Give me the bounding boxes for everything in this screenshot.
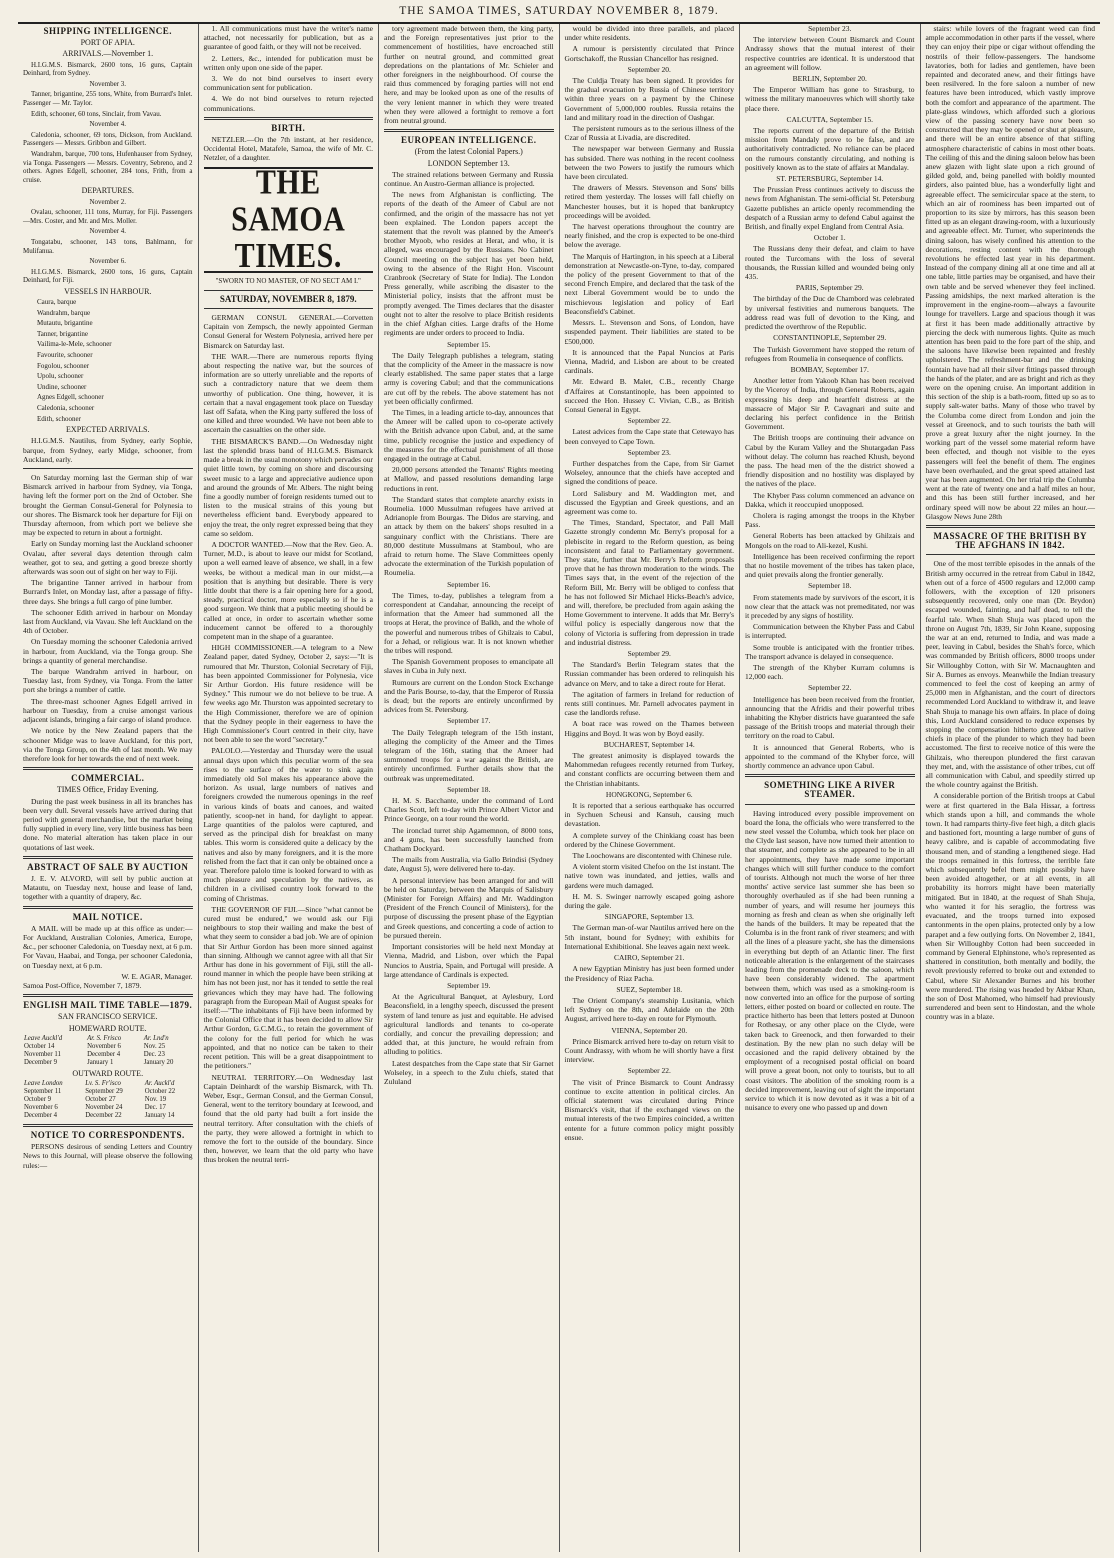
foreign-news bbox=[745, 24, 915, 770]
paragraph: PARIS, September 29. bbox=[795, 283, 864, 293]
paragraph: H.I.G.M.S. Bismarck, 2600 tons, 16 guns, Captain Deinhard, from Sydney. bbox=[23, 60, 193, 78]
paragraph: Fogolou, schooner bbox=[37, 361, 90, 370]
table-cell: December 4 bbox=[87, 1050, 121, 1058]
massacre-title: MASSACRE OF THE BRITISH BY THE AFGHANS IN 1842. bbox=[933, 530, 1088, 551]
paragraph: The visit of Prince Bismarck to Count Andrassy continue to excite attention in political circles. An official statement was circulated during Prince Bismarck's visit, that if the exchanged views on the mutual interests of the two Empires coincided, a written entente for a future common policy might possibly ensue. bbox=[564, 1077, 734, 1142]
paragraph: November 6. bbox=[89, 257, 127, 266]
paragraph: September 20. bbox=[627, 64, 671, 74]
euro-dateline: LONDON September 13. bbox=[427, 158, 510, 168]
correspondent-rules bbox=[204, 24, 374, 113]
paragraph: H. M. S. Swinger narrowly escaped going ashore during the gale. bbox=[564, 891, 734, 911]
departures-list bbox=[23, 198, 193, 285]
paragraph: The news from Afghanistan is conflicting. The reports of the death of the Ameer of Cabul are not confirmed, and the origin of the massacre has not yet been explained. The London papers accept the statement that the revolt was planned by the Ameer's brother Myoob, who resides at Herat, and who, it is alleged, was encouraged by the Russians. No Cabinet Council meeting on the subject has yet been held, owing to the absence of the Right Hon. Viscount Cranbrook (Secretary of State for India). The London Press generally, while ascribing the disaster to the Ministerial policy, insists that the affront must be promptly avenged. The Times declares that the disaster ought not to alter the resolve to place British residents in the chief Afghan cities. Large drafts of the Home regiments are under orders to proceed to India. bbox=[384, 190, 554, 338]
table-cell: September 29 bbox=[85, 1087, 123, 1095]
paragraph: Some trouble is anticipated with the frontier tribes. The transport advance is delayed in consequence. bbox=[745, 642, 915, 661]
paragraph: Undine, schooner bbox=[37, 382, 87, 391]
paragraph: It is reported that a serious earthquake has occurred in Sychuen Scheusi and Kansuh, causing much devastation. bbox=[564, 801, 734, 829]
paragraph: Messrs. L. Stevenson and Sons, of London, have suspended payment. Their liabilities are stated to be £500,000. bbox=[564, 318, 734, 346]
paragraph: On Saturday morning last the German ship of war Bismarck arrived in harbour from Sydney, via Tonga, having left the former port on the 2nd of October. She brought the German Consul-General for Polynesia to our shores. The Bismarck took her departure for Fiji on Thursday afternoon, from which port we believe she may be expected to return in about a fortnight. bbox=[23, 473, 193, 538]
harbour-title: VESSELS IN HARBOUR. bbox=[64, 286, 152, 296]
outward-table bbox=[23, 1080, 193, 1120]
paragraph: September 18. bbox=[447, 784, 491, 794]
paragraph: The Standard's Berlin Telegram states that the Russian commander has been ordered to relinquish his advance on Merv, and to take a direct route for Herat. bbox=[564, 660, 734, 688]
expected-text: H.I.G.M.S. Nautilus, from Sydney, early Sophie, barque, from Sydney, early Midge, schooner, from Auckland, early. bbox=[23, 436, 193, 464]
paragraph: General Roberts has been attacked by Ghilzais and Mongols on the road to Ali-kezel, Kushi. bbox=[745, 531, 915, 550]
commercial-text: During the past week business in all its branches has been very dull. Several vessels have arrived during that period with general merchandise, but the market being fully supplied in every line, very little business has been done. No material alteration has taken place in our quotations of last week. bbox=[23, 796, 193, 852]
birth-text: NETZLER.—On the 7th instant, at her residence, Occidental Hotel, Matafele, Samoa, the wife of Mr. C. Netzler, of a daughter. bbox=[203, 135, 373, 163]
paragraph: HONGKONG, September 6. bbox=[605, 789, 693, 799]
paragraph: Caledonia, schooner bbox=[37, 404, 95, 413]
table-row bbox=[23, 1104, 193, 1112]
mail-office: Samoa Post-Office, November 7, 1879. bbox=[23, 980, 142, 990]
issue-date: SATURDAY, NOVEMBER 8, 1879. bbox=[219, 293, 357, 304]
euro-sub: (From the latest Colonial Papers.) bbox=[414, 147, 523, 157]
paragraph: Communication between the Khyber Pass and Cabul is interrupted. bbox=[745, 622, 915, 641]
paragraph: The Spanish Government proposes to emancipate all slaves in Cuba in July next. bbox=[384, 657, 554, 676]
table-cell: January 14 bbox=[144, 1111, 175, 1119]
port-title: PORT OF APIA. bbox=[80, 38, 135, 48]
euro-paragraphs bbox=[384, 170, 554, 1086]
paragraph: Intelligence has been received confirming the report that no hostile movement of the tribes has taken place, and quiet prevails along the frontier generally. bbox=[745, 551, 915, 580]
page-header: THE SAMOA TIMES, SATURDAY NOVEMBER 8, 1879. bbox=[18, 4, 1100, 24]
paragraph: November 4. bbox=[89, 120, 127, 129]
table-row bbox=[23, 1051, 193, 1059]
paragraph: Tanner, brigantine, 255 tons, White, from Burrard's Inlet. Passenger — Mr. Taylor. bbox=[23, 90, 193, 107]
paragraph: H.I.G.M.S. Bismarck, 2600 tons, 16 guns, Captain Deinhard, for Fiji. bbox=[23, 267, 193, 285]
paragraph: CALCUTTA, September 15. bbox=[786, 114, 873, 124]
paragraph: The birthday of the Duc de Chambord was celebrated by universal festivities and numerous banquets. The address read was full of devotion to the King, and predicted the overthrow of the Republic. bbox=[745, 294, 915, 332]
paragraph: Latest despatches from the Cape state that Sir Garnet Wolseley, in a speech to the Zulu chiefs, stated that Zululand bbox=[384, 1058, 554, 1086]
mail-sign: W. E. AGAR, Manager. bbox=[121, 971, 193, 981]
paragraph: Another letter from Yakoob Khan has been received by the Viceroy of India, through General Roberts, again expressing his deep and heartfelt distress at the massacre of Major Sir P. Cavagnari and suite and declaring his perfect confidence in the British Government. bbox=[745, 376, 915, 432]
paragraph: Wandrahm, barque bbox=[37, 308, 91, 317]
paragraph: The three-mast schooner Agnes Edgell arrived in harbour on Tuesday, from a cruise amongst various adjacent islands, bringing a fair cargo of island produce. bbox=[23, 696, 193, 725]
paragraph: The newspaper war between Germany and Russia has subsided. There was nothing in the recent coolness between the two Powers to justify the rumours which have been circulated. bbox=[564, 144, 734, 182]
river-article bbox=[745, 809, 915, 1113]
paragraph: 20,000 persons attended the Tenants' Rights meeting at Mallow, and passed resolutions demanding large reductions in rent. bbox=[384, 465, 554, 493]
paragraph: Tongatabu, schooner, 143 tons, Bahlmann, for Mulifanua. bbox=[23, 237, 193, 255]
mail-title: MAIL NOTICE. bbox=[72, 911, 143, 922]
paragraph: stairs: while lovers of the fragrant weed can find ample accommodation in other parts if the vessel, where they can enjoy their pipe or cigar without offending the nostrils of their fellow-passengers. The handsome lavatories, both for ladies and gentlemen, have been repainted and decorated anew, and their fittings have been resilvered. In the fore saloon a number of new features have been introduced, which vastly improve both the comfort and appearance of the apartment. The plate-glass windows, which afforded such a glorious view of the passing scenery have now been so constructed that they may be opened or shut at pleasure, and there will be an entire absence of that stifling atmosphere characteristic of cabins in most other boats. The ceiling of this and the dining saloon below has been anew glazen with light slate upon a rich ground of gilded gold, and, being panelled with boldly mounted girders, also painted blue, has a wonderfully light and agreeable effect. The semicircular space at the stern, to which an air of roominess has been imparted out of proportion to its size by mirrors, has this season been fitted up as an elegant drawing-room, with a luxuriously and agreeable effect. Mr. Turner, who superintends the dining saloon, has wisely confined his attention to the decorations, resting content with the thorough revolutions he effected last year in his department. Instead of the company dining all at one time and all at one table, little parties may be organised, and have their own table and be served whenever they feel inclined. Passing amidships, the next marked alteration is the improvement in the engine-room—always a favourite lounge for travellers. Large and spacious though it was at first it has been made additionally attractive by piercing the deck with numerous lights. Quite as much attention has been paid to the fore part of the ship, and the saloons have likewise been repainted and freshly upholstered. The refreshment-bar and the drinking fountain have had all their silver fittings passed through the hands of the plater, and are as bright and rich as they were on the opening cruise. An important addition in this section of the ship is a bath-room, fitted up so as to supply salt-water baths. Many of those who travel by the Columba come direct from London and join the vessel at Greenock, and to such tourists the bath will prove a great luxury after the night journey. In the working part of the vessel some material reform have been effected, and though not visible to the eyes passengers will feel the benefit of them. The engines have been overhauled, and the great speed attained last year has been augmented. On her trial trip the Columba went at the rate of twenty one and a half miles an hour, and this has been still further increased, and her ordinary speed will now be about 22 miles an hour.—Glasgow News June 28th bbox=[925, 24, 1095, 521]
table-cell: November 11 bbox=[24, 1050, 61, 1058]
massacre-article bbox=[926, 559, 1096, 1021]
paragraph: The Prussian Press continues actively to discuss the news from Afghanistan. The semi-official St. Petersburg Gazette publishes an article openly recommending the despatch of a Russian army to defend Cabul against the British, and finally expel England from Central Asia. bbox=[745, 185, 915, 232]
column-4 bbox=[560, 24, 741, 1552]
motto: "SWORN TO NO MASTER, OF NO SECT AM I." bbox=[215, 276, 361, 285]
paragraph: SINGAPORE, September 13. bbox=[604, 912, 694, 922]
paragraph: At the Agricultural Banquet, at Aylesbury, Lord Beaconsfield, in a lengthy speech, discussed the present system of land tenure as just and equitable. He advised agricultural landlords and tenants to co-operate cordially, and concur the prevailing depression; and added that, at this juncture, he would refrain from alluding to politics. bbox=[384, 992, 554, 1057]
table-header: Lv. S. Fr'isco bbox=[85, 1079, 121, 1087]
paragraph: A rumour is persistently circulated that Prince Gortschakoff, the Russian Chancellor has resigned. bbox=[564, 44, 734, 63]
paragraph: The Orient Company's steamship Lusitania, which left Sydney on the 8th, and Adelaide on the 20th August, arrived here to-day en route for Plymouth. bbox=[564, 995, 734, 1024]
table-cell: November 6 bbox=[24, 1103, 58, 1111]
commercial-title: COMMERCIAL. bbox=[71, 773, 145, 784]
paragraph: Further despatches from the Cape, from Sir Garnet Wolseley, announce that the chiefs have accepted and signed the conditions of peace. bbox=[564, 458, 734, 487]
paragraph: The interview between Count Bismarck and Count Andrassy shows that the mutual interest of their respective countries are identical. It is understood that an agreement will follow. bbox=[745, 35, 915, 72]
paragraph: NEUTRAL TERRITORY.—On Wednesday last Captain Deinhardt of the warship Bismarck, with Th. Weber, Esqr., German Consul, and the German Consul, General, went to the territory boundary at Icewood, and found that the old party had built a fort inside the neutral territory. After consultation with the chiefs of the party, they were allowed a fortnight in which to remove the fort to the outside of the boundary. Since then, however, we learn that the old party who have thus broken the neutral terri- bbox=[203, 1072, 373, 1165]
paragraph: September 15. bbox=[447, 339, 491, 349]
river-article-cont bbox=[926, 24, 1096, 521]
paragraph: September 23. bbox=[627, 447, 671, 457]
paragraph: Upolu, schooner bbox=[37, 372, 84, 381]
table-cell: September 11 bbox=[24, 1087, 62, 1095]
paragraph: The persistent rumours as to the serious illness of the Czar of Russia at Livadia, are discredited. bbox=[564, 124, 734, 143]
paragraph: Rumours are current on the London Stock Exchange and the Paris Bourse, to-day, that the Emperor of Russia is dead; but the reports are entirely unconfirmed by advices from St. Petersburg. bbox=[384, 677, 554, 715]
paragraph: September 18. bbox=[808, 581, 852, 591]
table-cell: October 9 bbox=[24, 1095, 51, 1103]
shipping-title: SHIPPING INTELLIGENCE. bbox=[43, 26, 173, 36]
paragraph: CAIRO, September 21. bbox=[614, 953, 685, 963]
table-cell: October 14 bbox=[24, 1042, 55, 1050]
paragraph: Agnes Edgell, schooner bbox=[37, 393, 104, 402]
columns bbox=[18, 24, 1100, 1552]
paragraph: September 19. bbox=[447, 980, 491, 990]
paragraph: The harvest operations throughout the country are nearly finished, and the crop is expected to be one-third below the average. bbox=[564, 222, 734, 250]
paragraph: November 2. bbox=[89, 197, 127, 206]
paragraph: The brigantine Tanner arrived in harbour from Burrard's Inlet, on Monday last, after a passage of fifty-three days. She brings a full cargo of pine lumber. bbox=[23, 578, 193, 606]
paragraph: CONSTANTINOPLE, September 29. bbox=[773, 333, 887, 343]
paragraph: A considerable portion of the British troops at Cabul were at first quartered in the Bala Hissar, a fortress which stands upon a hill, and commands the whole town. It had ramparts thirty-five feet high, a ditch glacis and bastioned fort, mounting a large number of guns of heavy calibre, and is capable of accommodating five thousand men, and of standing a lengthened siege. Had the troops remained in this fortress, the terrible fate which subsequently befel them might possibly have been avoided altogether, or at all events, in all probability its horrors might have been materially mitigated. But in 1840, at the request of Shah Shuja, who wanted it for his seraglio, the fortress was evacuated, and the troops turned into exposed cantonments in the open plains, protected only by a low parapet and a few outlying forts. On November 2, 1841, when Sir Willoughby Cotton had been succeeded in command by General Elphinstone, who's represented as shattered in constitution, both mentally and bodily, the revolt previously referred to broke out and extended to Cabul, where Sir Alexander Burnes and his brother were murdered. The rising was headed by Akbar Khan, the son of Dost Mahomed, who himself had previously surrendered and been sent to Hindostan, and the whole country was in a blaze. bbox=[925, 791, 1095, 1022]
paper-title: THE SAMOA TIMES. bbox=[231, 163, 346, 275]
table-cell: November 24 bbox=[85, 1103, 123, 1111]
paragraph: The Marquis of Hartington, in his speech at a Liberal demonstration at Newcastle-on-Tyne, to-day, compared the policy of the present Government to that of the second French Empire, and declared that the task of the next Liberal Government would be to undo the mischievous legislation and policy of Earl Beaconsfield's Cabinet. bbox=[564, 251, 734, 316]
paragraph: The agitation of farmers in Ireland for reduction of rents still continues. Mr. Parnell advocates payment in case the landlords refuse. bbox=[564, 689, 734, 718]
paragraph: Mutautu, brigantine bbox=[37, 319, 93, 328]
euro-paragraphs-cont bbox=[565, 24, 735, 1142]
paragraph: THE WAR.—There are numerous reports flying about respecting the native war, but the sources of information are so utterly unreliable and the reports of such a contradictory nature that we deem them unworthy of publication. One thing, however, it is certain that a naval engagement took place on Tuesday last off Safata, when the King party suffered the loss of one killed and three wounded. We have not been able to ascertain the casualties on the other side. bbox=[203, 351, 373, 435]
paragraph: GERMAN CONSUL GENERAL.—Corvetten Capitain von Zempsch, the newly appointed German Consul General for Western Polynesia, arrived here per Bismarck on Saturday last. bbox=[203, 313, 373, 350]
paragraph: The Times, to-day, publishes a telegram from a correspondent at Candahar, announcing the receipt of information that the Ameer had summoned all the troops at Herat, the province of Balkh, and the whole of the powerful and numerous tribes of Ghilzais to Cabul, for a Jehad, or religious war. It is not known whether the tribes will respond. bbox=[384, 590, 554, 655]
paragraph: The Khyber Pass column commenced an advance on Dakka, which it reoccupied unopposed. bbox=[745, 490, 915, 509]
paragraph: The Loochowans are discontented with Chinese rule. bbox=[572, 851, 732, 861]
paragraph: H. M. S. Bacchante, under the command of Lord Charles Scott, left to-day with Prince Albert Victor and Prince George, on a tour round the world. bbox=[384, 796, 554, 824]
paragraph: Early on Sunday morning last the Auckland schooner Ovalau, after several days detention through calm weather, got to sea, and getting a good breeze shortly afterwards was soon out of sight on her way to Fiji. bbox=[23, 539, 193, 577]
arrivals-title: ARRIVALS.—November 1. bbox=[62, 49, 154, 59]
paragraph: Vailima-le-Mele, schooner bbox=[37, 340, 112, 349]
paper-title-box bbox=[204, 163, 374, 275]
auction-title: ABSTRACT OF SALE BY AUCTION bbox=[27, 861, 189, 872]
paragraph: BERLIN, September 20. bbox=[792, 74, 867, 84]
paragraph: The Daily Telegraph telegram of the 15th instant, alleging the complicity of the Ameer and the Times telegram of the 16th, stating that the Ameer had summoned troops for a war against the British, are entirely unconfirmed. Further details show that the outbreak was unpremeditated. bbox=[384, 727, 554, 783]
table-header: Leave London bbox=[24, 1079, 63, 1087]
paragraph: BUCHAREST, September 14. bbox=[603, 739, 695, 749]
paragraph: A complete survey of the Chinkiang coast has been ordered by the Chinese Government. bbox=[564, 830, 734, 849]
table-cell: October 27 bbox=[85, 1095, 116, 1103]
paragraph: PALOLO.—Yesterday and Thursday were the usual annual days upon which this peculiar worm of the sea rises to the surface of the water to sink again immediately old Sol makes his appearance above the horizon. As usual, large numbers of natives and foreigners crowded the numerous openings in the reef in various kinds of boats and canoes, and waited patiently, scoop-net in hand, for daylight to appear. Large quantities of the palolos were captured, and served as the principal dish for breakfast on many tables. This worm is considered quite a delicacy by the natives and also by many foreigners, and it is the more relished from the fact that it can only be obtained once a year. Therefore palolo time is looked forward to with as much pleasure and speculation by the natives, as children in a civilised country look forward to the coming of Christmas. bbox=[203, 746, 373, 903]
paragraph: The mails from Australia, via Gallo Brindisi (Sydney date, August 5), were delivered here to-day. bbox=[384, 855, 554, 874]
column-6 bbox=[921, 24, 1101, 1552]
paragraph: It is announced that the Papal Nuncios at Paris Vienna, Madrid, and Lisbon are about to be created cardinals. bbox=[564, 347, 734, 376]
paragraph: Caura, barque bbox=[37, 298, 77, 307]
paragraph: From statements made by survivors of the escort, it is now clear that the attack was not premeditated, nor was it preceded by any signs of hostility. bbox=[745, 592, 915, 620]
paragraph: HIGH COMMISSIONER.—A telegram to a New Zealand paper, dated Sydney, October 2, says:—"It is rumoured that Mr. Thurston, Colonial Secretary of Fiji, has been appointed Commissioner for Polynesia, vice Sir Arthur Gordon. His future residence will be Sydney." This rumour we do not believe to be true. A few weeks ago Mr. Thurston was appointed secretary to the High Commissioner, therefore we are of opinion that the Sydney people in their eagerness to have the High Commissioner's Court centred in their city, have not been able to see the word "secretary." bbox=[203, 643, 373, 745]
homeward-table bbox=[23, 1035, 193, 1067]
paragraph: September 16. bbox=[447, 579, 491, 589]
paragraph: ST. PETERSBURG, September 14. bbox=[776, 174, 884, 184]
paragraph: Cholera is raging amongst the troops in the Khyber Pass. bbox=[745, 510, 915, 530]
paragraph: The schooner Edith arrived in harbour on Monday last from Auckland, via Vavau. She left Auckland on the 4th of October. bbox=[23, 607, 193, 636]
paragraph: Caledonia, schooner, 69 tons, Dickson, from Auckland. Passengers — Messrs. Gribbon and Gilbert. bbox=[23, 130, 193, 148]
table-cell: Nov. 19 bbox=[144, 1095, 167, 1103]
paragraph: 2. Letters, &c., intended for publication must be written only upon one side of the paper. bbox=[203, 53, 373, 72]
lead-paragraph: tory agreement made between them, the king party, and the Foreign representatives just prior to the commencement of hostilities, have encroached still further on neutral ground, and committed great depredations on the plantations of Mr. Schieler and other foreigners in the neighbourhood. Of course the raid thus commenced by foraging parties will not end here, and may be looked upon as one of the results of the very lenient manner in which they were treated when they were allowed a fortnight to remove a fort from neutral ground. bbox=[384, 24, 554, 126]
paragraph: A boat race was rowed on the Thames between Higgins and Boyd. It was won by Boyd easily. bbox=[564, 719, 734, 738]
paragraph: A violent storm visited Chefoo on the 1st instant. The native town was inundated, and jetties, walls and gardens were much damaged. bbox=[564, 862, 734, 890]
table-header: Ar. Auckl'd bbox=[144, 1079, 175, 1087]
paragraph: Prince Bismarck arrived here to-day on return visit to Count Andrassy, with whom he will shortly have a first interview. bbox=[564, 1036, 734, 1065]
paragraph: A DOCTOR WANTED.—Now that the Rev. Geo. A. Turner, M.D., is about to leave our midst for Scotland, upon a well earned leave of absence, we shall, in a few weeks, be without a medical man in our midst,—a position that is anything but desirable. There is very little doubt that there is a fair opening here for a good, steady, practical doctor, more especially so if he is a good surgeon. We think that a public meeting should be called at once, in order to ascertain whether some inducement cannot be offered to a thoroughly competent man in the shape of a guarantee. bbox=[203, 539, 373, 641]
column-2 bbox=[199, 24, 380, 1552]
paragraph: The Times, Standard, Spectator, and Pall Mall Gazette strongly condemn Mr. Berry's proposal for a plebiscite in regard to the Reform question, as being inconsistent and fatal to Parliamentary government. They state, further that Mr. Berry's Reform proposals prove that he has thrown moderation to the winds. The Times says that, in the event of the rejection of the Reform Bill, Mr. Berry will be obliged to confess that he has not followed Sir Michael Hicks-Beach's advice, and will, therefore, be precluded from again asking the Home Government to intervene. It adds that Mr. Berry's wilful policy is especially dangerous now that the colony of Victoria is suffering from depression in trade and industrial distress. bbox=[564, 518, 734, 647]
paragraph: SUEZ, September 18. bbox=[616, 984, 683, 994]
paragraph: VIENNA, September 20. bbox=[611, 1025, 688, 1035]
paragraph: September 22. bbox=[808, 683, 852, 693]
paragraph: September 23. bbox=[808, 24, 852, 33]
table-cell: Dec. 23 bbox=[143, 1050, 165, 1058]
paragraph: It is announced that General Roberts, who is appointed to the command of the Khyber force, will shortly commence an advance upon Cabul. bbox=[745, 742, 915, 771]
paragraph: September 22. bbox=[627, 416, 671, 426]
paragraph: The barque Wandrahm arrived in harbour, on Tuesday last, from Sydney, via Tonga. From the latter port she brings a number of cattle. bbox=[23, 667, 193, 695]
paragraph: 1. All communications must have the writer's name attached, not necessarily for publication, but as a guarantee of good faith, or they will not be received. bbox=[203, 24, 373, 52]
paragraph: Mr. Edward B. Malet, C.B., recently Charge d'Affaires at Constantinople, has been appointed to succeed the Hon. Hussey C. Vivian, C.B., as British Consul General in Egypt. bbox=[564, 377, 734, 414]
table-cell: November 6 bbox=[87, 1042, 121, 1050]
commercial-office: TIMES Office, Friday Evening. bbox=[56, 785, 159, 795]
editorial-paragraphs bbox=[204, 313, 374, 1164]
euro-title: EUROPEAN INTELLIGENCE. bbox=[400, 135, 537, 146]
paragraph: Edith, schooner bbox=[37, 414, 81, 423]
paragraph: Tanner, brigantine bbox=[37, 329, 88, 338]
paragraph: Lord Salisbury and M. Waddington met, and discussed the Egyptian and Greek questions, and an agreement was come to. bbox=[564, 488, 734, 516]
table-header: Leave Auckl'd bbox=[24, 1034, 63, 1042]
paragraph: Wandrahm, barque, 700 tons, Hufenhauser from Sydney, via Tonga. Passengers — Messrs. Coventry, Sebreno, and 2 others. Agnes Edgell, schooner, 284 tons, Frith, from a cruise. bbox=[23, 149, 193, 184]
paragraph: The British troops are continuing their advance on Cabul by the Kuram Valley and the Shutargadan Pass without delay. The column has reached Khush, beyond the pass. The head men of the the district showed a friendly disposition and no hostility was displayed by the natives of the place. bbox=[745, 433, 915, 489]
paragraph: The drawers of Messrs. Stevenson and Sons' bills retired them yesterday. The losses will fall chiefly on Manchester houses, but it is hoped that bankruptcy proceedings will be avoided. bbox=[564, 183, 734, 220]
column-1 bbox=[18, 24, 199, 1552]
table-row bbox=[23, 1043, 193, 1051]
table-row bbox=[23, 1096, 193, 1104]
table-cell: Nov. 25 bbox=[143, 1042, 166, 1050]
departures-title: DEPARTURES. bbox=[81, 186, 134, 196]
paragraph: The greatest animosity is displayed towards the Mahommedan refugees recently returned from Turkey, and constant conflicts are occurring between them and the Christian inhabitants. bbox=[564, 751, 734, 788]
paragraph: A personal interview has been arranged for and will be held on Saturday, between the Marquis of Salisbury (Minister for Foreign Affairs) and Mr. Waddington (President of the French Council of Ministers), for the purpose of discussing the present phase of the Egyptian and Greek questions, and concerting a code of action to be pursued therein. bbox=[384, 875, 554, 940]
paragraph: We notice by the New Zealand papers that the schooner Midge was to leave Auckland, for this port, via the Tonga Group, on the 4th of last month. We may therefore look for her towards the end of next week. bbox=[23, 726, 193, 763]
paragraph: The Russians deny their defeat, and claim to have routed the Turcomans with the loss of several thousands, the Russian killed and wounded being only 435. bbox=[745, 244, 915, 282]
paragraph: Ovalau, schooner, 111 tons, Murray, for Fiji. Passengers—Mrs. Coster, and Mr. and Mrs. Moller. bbox=[23, 208, 193, 225]
column-3 bbox=[379, 24, 560, 1552]
paragraph: 4. We do not bind ourselves to return rejected communications. bbox=[203, 94, 373, 113]
harbour-list bbox=[23, 298, 193, 423]
paragraph: THE BISMARCK'S BAND.—On Wednesday night last the splendid brass band of H.I.G.M.S. Bismarck made a break in the usual monotony which pervades our quiet little town, by coming on shore and discoursing sweet music to a large and appreciative audience upon and around the grounds of Mr. Albers. The night being fine a goodly number of foreign residents turned out to listen to the musical strains of this young but nevertheless efficient band. Everybody appeared to enjoy the treat, the only regret expressed being that they came so seldom. bbox=[203, 436, 373, 538]
mail-text: A MAIL will be made up at this office as under:—For Auckland, Australian Colonies, America, Europe, &c., per schooner Caledonia, on Tuesday next, at 6 p.m. For Vavau, Haabai, and Tonga, per schooner Caledonia, on Tuesday next, at 6 p.m. bbox=[23, 923, 193, 970]
paragraph: One of the most terrible episodes in the annals of the British army occurred in the retreat from Cabul in 1842, when out of a force of 4500 regulars and 12,000 camp followers, with the exception of 120 prisoners subsequently recovered, only one man (Dr. Brydon) escaped wounded, fainting, and half dead, to tell the fearful tale. When Shah Shuja was placed upon the throne on August 7th, 1839, Sir John Keane, supposing the war at an end, returned to India, and was made a peer, leaving in Cabul, besides the Shah's force, which was commanded by British officers, 8000 troops under Sir Willoughby Cotton, with Sir W. Macnaughten and Sir A. Burnes as envoys. Meanwhile the Indian treasury commenced to feel the cost of keeping an army of 25,000 men in Afghanistan, and the court of directors recommended Lord Auckland to withdraw it, and leave Shah Shuja to manage his own affairs. In place of doing this, Lord Auckland considered to reduce expenses by stopping the compensation hitherto granted to native chiefs in place of the plunder to which they had been accustomed. The first to receive notice of this were the Ghilzais, who thereupon plundered the first caravan they met, and, with the assistance of other tribes, cut off all communication with Cabul, and speedily stirred up the whole country against the British. bbox=[925, 559, 1095, 790]
arrivals-list bbox=[23, 61, 193, 185]
expected-title: EXPECTED ARRIVALS. bbox=[66, 425, 150, 435]
auction-text: J. E. V. ALVORD, will sell by public auction at Matautu, on Tuesday next, house and lease of land, together with a quantity of drapery, &c. bbox=[23, 873, 193, 902]
paragraph: Favourite, schooner bbox=[37, 351, 93, 360]
table-cell: October 22 bbox=[144, 1087, 176, 1095]
paragraph: Latest advices from the Cape state that Cetewayo has been conveyed to Cape Town. bbox=[564, 427, 734, 446]
notice-text: PERSONS desirous of sending Letters and Country News to this Journal, will please observe the following rules:— bbox=[23, 1142, 193, 1170]
paragraph: The Times, in a leading article to-day, announces that the Ameer will be called upon to co-operate actively with the British advance upon Cabul, and, at the same time, publicly recognise the justice and expediency of the measures for the effectual punishment of all those engaged in the outrage at Cabul. bbox=[384, 407, 554, 463]
notice-title: NOTICE TO CORRESPONDENTS. bbox=[30, 1129, 185, 1140]
river-title: SOMETHING LIKE A RIVER STEAMER. bbox=[764, 780, 896, 800]
paragraph: The Emperor William has gone to Strasburg, to witness the military manoeuvres which will shortly take place there. bbox=[745, 85, 915, 113]
paragraph: would be divided into three parallels, and placed under white residents. bbox=[564, 24, 734, 43]
paragraph: The Standard states that complete anarchy exists in Roumelia. 1000 Mussulman refugees have arrived at Adrianople from Bourgas. The Didos are starving, and an attack by them on the bakers' shops resulted in a sanguinary conflict with the Christians. There are 80,000 destitute Mussulmans at Stamboul, who are afraid to return home. The Slave Committees openly advocate the extermination of the Turkish population of Roumelia. bbox=[384, 494, 554, 578]
paragraph: 3. We do not bind ourselves to insert every communication sent for publication. bbox=[203, 74, 373, 93]
paragraph: THE GOVERNOR OF FIJI.—Since "what cannot be cured must be endured," we would ask our Fiji neighbours to stop their wailing and make the best of what they seem to consider a bad job. We are of opinion that Sir Arthur Gordon has been more sinned against than sinning. Although we cannot agree with all that Sir Arthur has done in his government of Fiji, still the all-round manner in which the people have been striking at him has not been just, nor has it tended to settle the real grievances which they may have had. The following paragraph from the European Mail of August speaks for itself:—"The inhabitants of Fiji have been informed by the Colonial Office that it has been decided to allow Sir Arthur Gordon, G.C.M.G., to retain the government of the colony for the full period for which he was appointed, and that no notice can be taken to their recent petition. This will be a great disappointment to the petitioners." bbox=[203, 904, 373, 1071]
paragraph: Important consistories will be held next Monday at Vienna, Madrid, and Lisbon, over which the Papal Nuncios to Austria, Spain, and Portugal will preside. A large attendance of Cardinals is expected. bbox=[384, 942, 554, 979]
paragraph: Intelligence has been been received from the frontier, announcing that the Afridis and their powerful tribes inhabiting the Khyber districts have guaranteed the safe passage of the British troops and material through their territory on the road to Cabul. bbox=[745, 694, 915, 741]
paragraph: September 22. bbox=[627, 1066, 671, 1076]
paragraph: The reports current of the departure of the British mission from Mandaly prove to be false, and are authoritatively contradicted. No reliance can be placed on the rumours constantly circulating, and nothing is positively known as to the state of affairs at Mandalay. bbox=[745, 126, 915, 172]
paragraph: The Daily Telegraph publishes a telegram, stating that the complicity of the Ameer in the massacre is now clearly established. The same paper states that a large army is covering Cabul; and that the communications are cut off by the rebels. The above statement has not yet been officially confirmed. bbox=[384, 350, 554, 406]
table-cell: January 20 bbox=[143, 1058, 174, 1066]
paragraph: BOMBAY, September 17. bbox=[790, 364, 869, 374]
paragraph: A new Egyptian Ministry has just been formed under the Presidency of Riaz Pacha. bbox=[564, 964, 734, 983]
paragraph: September 17. bbox=[447, 716, 491, 726]
outward-title: OUTWARD ROUTE. bbox=[72, 1068, 144, 1078]
paragraph: October 1. bbox=[813, 233, 846, 243]
paragraph: On Tuesday morning the schooner Caledonia arrived in harbour, from Auckland, via the Tonga group. She brings a quantity of general merchandise. bbox=[23, 637, 193, 665]
table-row bbox=[23, 1112, 193, 1120]
table-header: Ar. S. Frisco bbox=[87, 1034, 122, 1042]
paragraph: The Culdja Treaty has been signed. It provides for the gradual evacuation by Russia of Chinese territory within three years on a payment by the Chinese Government of 5,000,000 roubles. Russia retains the land and military road in the direction of Oashgar. bbox=[564, 76, 734, 122]
table-cell: December 4 bbox=[24, 1111, 58, 1119]
paragraph: Having introduced every possible improvement on board the Iona, the officials who were transferred to the new steel vessel the Columba, which took her place on the Clyde last season, have now turned their attention to that steamer, and complete as she appeared to be in all her appointments, they have made some important changes which will still further conduce to the comfort of tourists. Although not much the worse of her three months' active service last summer she has been so thoroughly overhauled as if she had been running a number of years, and will resume her journeys this morning as fresh and clean as when she originally left the hands of the builders. It may be repeated that the Columba is in the front rank of river steamers; and with all the lines of a pleasure yacht, she has the dimensions in everything but depth of an Atlantic liner. The first noticeable alteration is the enlargement of the staircases leading from the promenade deck to the saloon, which have been considerably widened. The apartment between them, which was used as a smoking-room is now converted into an office for the purpose of sorting letters, either posted on board or collected en route. The practice hitherto has been that letters posted at Dunoon for Rothesay, or any other place on the Clyde, were taken back to Greenock, and then forwarded to their destination. By the new plan no such delay will be occasioned and the rapid delivery obtained by the employment of a recognised postal official on board will prove a great boon, not only to tourists, but to all coast visitors. The abolition of the smoking room is a decided improvement, leaving out of sight the important service to which it is now devoted as it was a bit of a nuisance to every one who passed up and down bbox=[745, 808, 915, 1113]
paragraph: The strained relations between Germany and Russia continue. An Austro-German alliance is projected. bbox=[384, 169, 554, 189]
birth-title: BIRTH. bbox=[271, 122, 306, 133]
table-row bbox=[23, 1088, 193, 1096]
shipping-news bbox=[23, 473, 193, 763]
table-header: Ar. Lnd'n bbox=[143, 1034, 169, 1042]
paragraph: Edith, schooner, 60 tons, Sinclair, from Vavau. bbox=[31, 109, 162, 118]
table-cell: January 1 bbox=[87, 1058, 114, 1066]
table-cell: December 9 bbox=[24, 1058, 58, 1066]
paragraph: November 3. bbox=[89, 79, 127, 88]
table-cell: December 22 bbox=[85, 1111, 122, 1119]
paragraph: November 4. bbox=[89, 227, 127, 236]
column-5 bbox=[740, 24, 921, 1552]
timetable-title: ENGLISH MAIL TIME TABLE—1879. bbox=[23, 1000, 193, 1011]
paragraph: The Turkish Government have stopped the return of refugees from Roumelia in consequence of conflicts. bbox=[745, 344, 915, 363]
paragraph: September 29. bbox=[627, 649, 671, 658]
homeward-title: HOMEWARD ROUTE. bbox=[68, 1023, 147, 1033]
table-row bbox=[23, 1059, 193, 1067]
paragraph: The German man-of-war Nautilus arrived here on the 5th instant, bound for Sydney; with exhibits for International Exhibitional. She leaves again next week. bbox=[564, 923, 734, 951]
timetable-sub: SAN FRANCISCO SERVICE. bbox=[57, 1012, 158, 1022]
paragraph: The strength of the Khyber Kurram columns is 12,000 each. bbox=[745, 663, 915, 682]
paragraph: The ironclad turret ship Agamemnon, of 8000 tons, and 4 guns, has been successfully launched from Chatham Dockyard. bbox=[384, 825, 554, 854]
table-cell: Dec. 17 bbox=[144, 1103, 166, 1111]
